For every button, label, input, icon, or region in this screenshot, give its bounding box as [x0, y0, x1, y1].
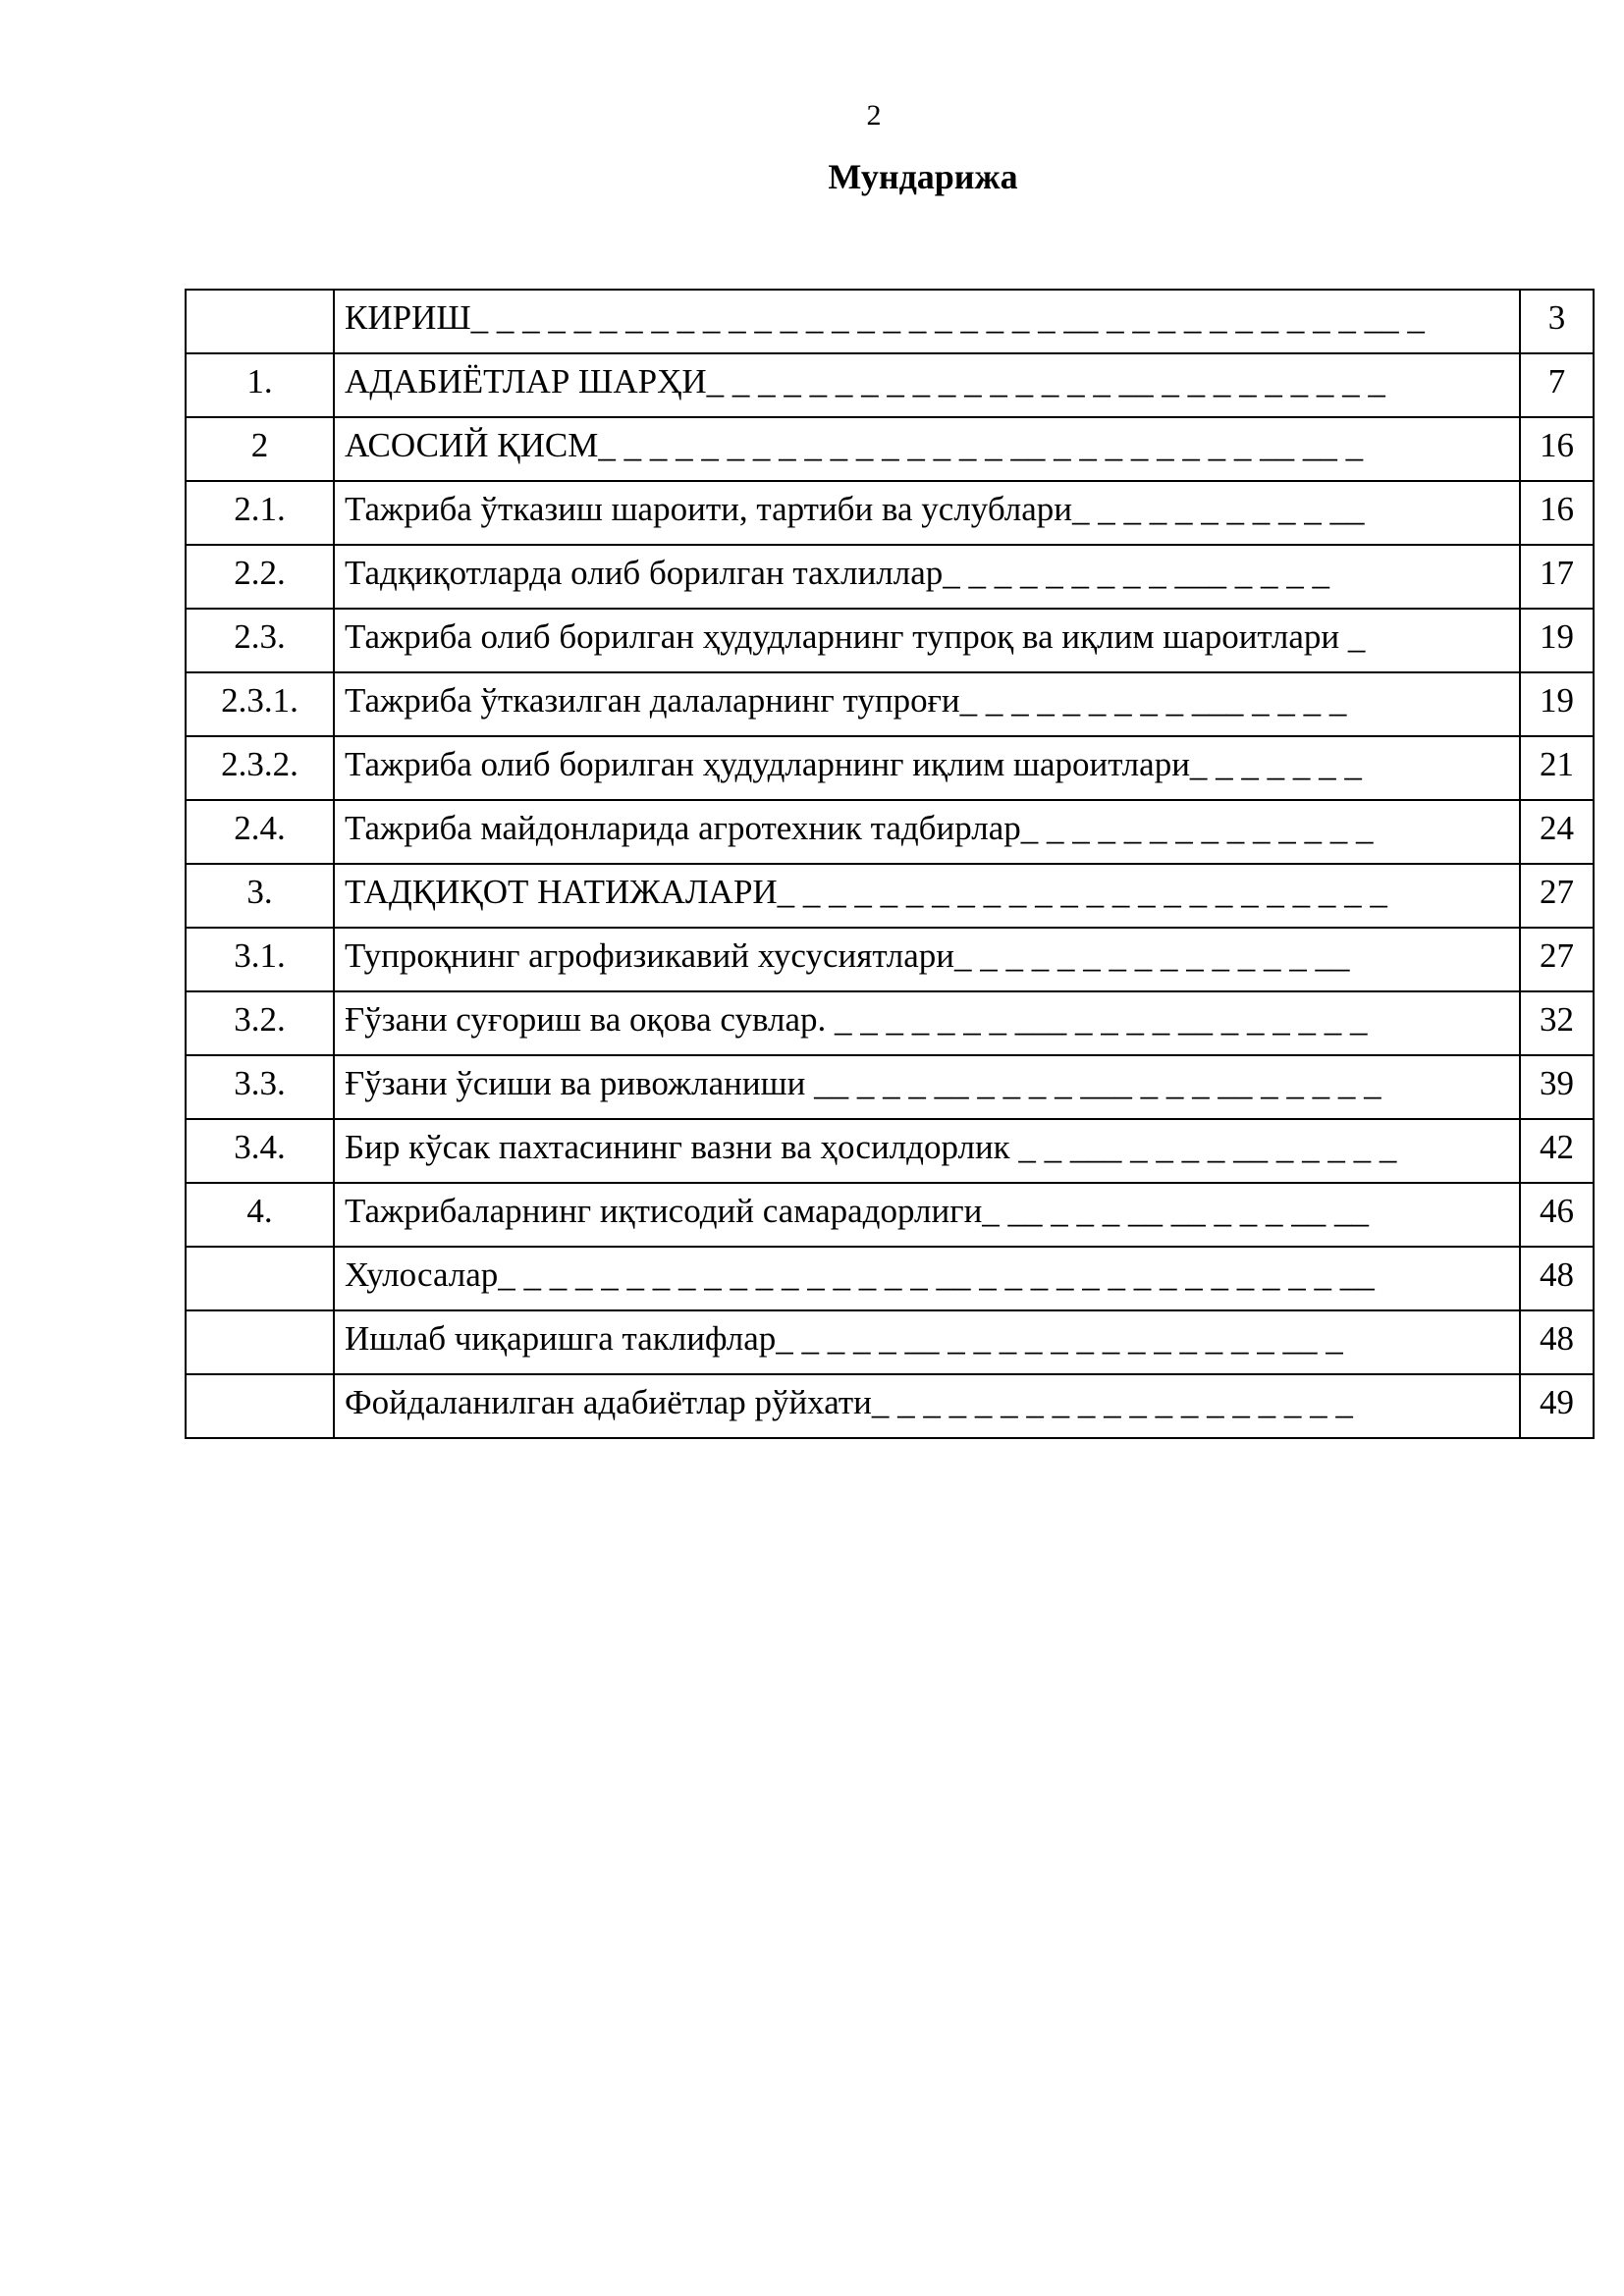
toc-section-number: 3. [186, 864, 334, 928]
table-row [186, 800, 1594, 864]
toc-section-title: Тажриба майдонларида агротехник тадбирлар_ _ _ _ _ _ _ _ _ _ _ _ _ _ [334, 800, 1520, 864]
table-row [186, 545, 1594, 609]
toc-page-number: 16 [1520, 417, 1594, 481]
toc-page-number: 16 [1520, 481, 1594, 545]
toc-section-title: Тупроқнинг агрофизикавий хусусиятлари_ _ _ _ _ _ _ _ _ _ _ _ _ _ __ [334, 928, 1520, 991]
toc-page-number: 3 [1520, 290, 1594, 353]
toc-page-number: 46 [1520, 1183, 1594, 1247]
toc-page-number: 7 [1520, 353, 1594, 417]
table-row [186, 1310, 1594, 1374]
toc-section-number [186, 290, 334, 353]
toc-page-number: 17 [1520, 545, 1594, 609]
toc-page-number: 48 [1520, 1247, 1594, 1310]
toc-section-title: Фойдаланилган адабиётлар рўйхати_ _ _ _ _ _ _ _ _ _ _ _ _ _ _ _ _ _ _ [334, 1374, 1520, 1438]
toc-section-number [186, 1374, 334, 1438]
toc-section-number: 2.1. [186, 481, 334, 545]
toc-section-title: Тажриба ўтказилган далаларнинг тупроғи_ _ _ _ _ _ _ _ _ ___ _ _ _ _ [334, 672, 1520, 736]
toc-section-title: Бир кўсак пахтасининг вазни ва ҳосилдорлик _ _ ___ _ _ _ _ __ _ _ _ _ _ [334, 1119, 1520, 1183]
toc-section-number: 2.2. [186, 545, 334, 609]
table-row [186, 1183, 1594, 1247]
toc-section-number: 3.2. [186, 991, 334, 1055]
table-row [186, 290, 1594, 353]
toc-section-title: Тадқиқотларда олиб борилган тахлиллар_ _ _ _ _ _ _ _ _ ___ _ _ _ _ [334, 545, 1520, 609]
toc-section-title: Ғўзани ўсиши ва ривожланиши __ _ _ _ __ _ _ _ _ ___ _ _ _ __ _ _ _ _ _ [334, 1055, 1520, 1119]
toc-section-number: 2.3. [186, 609, 334, 672]
table-row [186, 991, 1594, 1055]
table-row [186, 736, 1594, 800]
toc-section-title: Тажрибаларнинг иқтисодий самарадорлиги_ __ _ _ _ __ __ _ _ _ __ __ [334, 1183, 1520, 1247]
toc-section-number: 2.3.2. [186, 736, 334, 800]
table-row [186, 609, 1594, 672]
toc-section-number: 3.3. [186, 1055, 334, 1119]
toc-section-title: Тажриба олиб борилган ҳудудларнинг тупроқ ва иқлим шароитлари _ [334, 609, 1520, 672]
page-number: 2 [866, 99, 882, 132]
toc-section-number: 3.4. [186, 1119, 334, 1183]
toc-section-number: 1. [186, 353, 334, 417]
toc-section-title: Ғўзани суғориш ва оқова сувлар. _ _ _ _ _ _ _ ___ _ _ _ _ __ _ _ _ _ _ _ [334, 991, 1520, 1055]
toc-page-number: 27 [1520, 928, 1594, 991]
toc-page-number: 39 [1520, 1055, 1594, 1119]
toc-page-number: 32 [1520, 991, 1594, 1055]
toc-section-number: 3.1. [186, 928, 334, 991]
table-row [186, 417, 1594, 481]
toc-section-number: 2.4. [186, 800, 334, 864]
table-row [186, 1374, 1594, 1438]
table-row [186, 928, 1594, 991]
table-row [186, 1247, 1594, 1310]
toc-page-number: 49 [1520, 1374, 1594, 1438]
toc-section-title: АДАБИЁТЛАР ШАРҲИ_ _ _ _ _ _ _ _ _ _ _ _ _ _ _ _ __ _ _ _ _ _ _ _ _ _ [334, 353, 1520, 417]
toc-section-number [186, 1247, 334, 1310]
toc-section-number [186, 1310, 334, 1374]
toc-section-title: КИРИШ_ _ _ _ _ _ _ _ _ _ _ _ _ _ _ _ _ _ _ _ _ _ _ __ _ _ _ _ _ _ _ _ _ _ __ _ [334, 290, 1520, 353]
table-row [186, 353, 1594, 417]
toc-page-number: 24 [1520, 800, 1594, 864]
page-title: Мундарижа [828, 157, 1018, 196]
toc-section-number: 2 [186, 417, 334, 481]
toc-section-title: Тажриба ўтказиш шароити, тартиби ва услублари_ _ _ _ _ _ _ _ _ _ __ [334, 481, 1520, 545]
toc-section-title: Тажриба олиб борилган ҳудудларнинг иқлим шароитлари_ _ _ _ _ _ _ [334, 736, 1520, 800]
table-row [186, 1055, 1594, 1119]
toc-page-number: 42 [1520, 1119, 1594, 1183]
toc-page-number: 21 [1520, 736, 1594, 800]
toc-section-title: ТАДҚИҚОТ НАТИЖАЛАРИ_ _ _ _ _ _ _ _ _ _ _ _ _ _ _ _ _ _ _ _ _ _ _ _ [334, 864, 1520, 928]
toc-page-number: 19 [1520, 672, 1594, 736]
table-row [186, 864, 1594, 928]
toc-section-title: Ишлаб чиқаришга таклифлар_ _ _ _ _ __ _ _ _ _ _ _ _ _ _ _ _ _ _ __ _ [334, 1310, 1520, 1374]
toc-section-number: 4. [186, 1183, 334, 1247]
toc-body [186, 290, 1594, 1438]
toc-section-title: Хулосалар_ _ _ _ _ _ _ _ _ _ _ _ _ _ _ _ _ __ _ _ _ _ _ _ _ _ _ _ _ _ _ _ __ [334, 1247, 1520, 1310]
toc-page-number: 48 [1520, 1310, 1594, 1374]
table-row [186, 481, 1594, 545]
toc-page-number: 27 [1520, 864, 1594, 928]
toc-section-number: 2.3.1. [186, 672, 334, 736]
table-row [186, 1119, 1594, 1183]
toc-page-number: 19 [1520, 609, 1594, 672]
table-row [186, 672, 1594, 736]
table-of-contents [185, 289, 1595, 1439]
toc-section-title: АСОСИЙ ҚИСМ_ _ _ _ _ _ _ _ _ _ _ _ _ _ _ _ __ _ _ _ _ _ _ _ _ __ __ _ [334, 417, 1520, 481]
